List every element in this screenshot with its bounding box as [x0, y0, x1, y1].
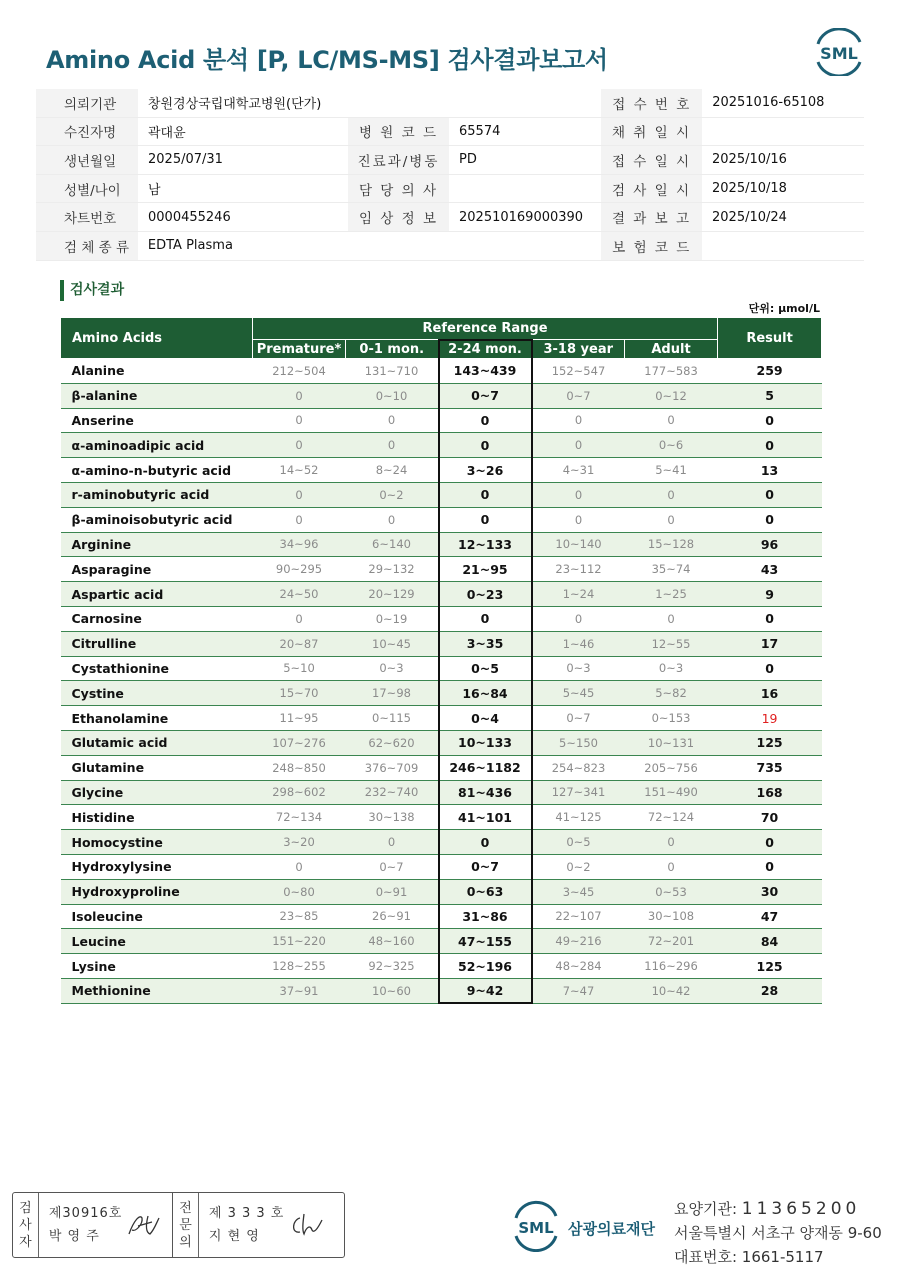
ref-2-24-mon: 31~86: [439, 904, 532, 929]
result-value: 735: [718, 755, 822, 780]
header-premature: Premature*: [253, 340, 346, 359]
header-0-1-mon: 0-1 mon.: [346, 340, 439, 359]
ref-3-18-year: 0~3: [532, 656, 625, 681]
amino-acid-name: Carnosine: [61, 606, 253, 631]
result-value: 0: [718, 606, 822, 631]
table-row: [61, 954, 822, 979]
result-value: 0: [718, 830, 822, 855]
table-row: [61, 532, 822, 557]
ref-3-18-year: 1~46: [532, 631, 625, 656]
label-collection-date: 채 취 일 시: [601, 118, 702, 146]
ref-adult: 72~201: [625, 929, 718, 954]
specialist-name: 지 현 영: [208, 1229, 260, 1244]
amino-acid-name: Glutamic acid: [61, 730, 253, 755]
ref-2-24-mon: 16~84: [439, 681, 532, 706]
ref-premature: 72~134: [253, 805, 346, 830]
header-2-24-mon: 2-24 mon.: [439, 340, 532, 359]
result-value: 16: [718, 681, 822, 706]
footer-org-name: 삼광의료재단: [568, 1220, 655, 1238]
value-sex-age: 남: [148, 183, 161, 199]
table-row: [61, 830, 822, 855]
header-reference-range: Reference Range: [253, 318, 718, 340]
label-receipt-date: 접 수 일 시: [601, 146, 702, 174]
ref-adult: 72~124: [625, 805, 718, 830]
ref-premature: 0: [253, 507, 346, 532]
ref-0-1-mon: 0: [346, 408, 439, 433]
amino-acid-name: Ethanolamine: [61, 706, 253, 731]
ref-premature: 0: [253, 482, 346, 507]
table-row: [61, 507, 822, 532]
ref-0-1-mon: 0~10: [346, 383, 439, 408]
tester-license-no: 제30916호: [48, 1206, 123, 1221]
footer-code: 11365200: [741, 1199, 861, 1219]
ref-0-1-mon: 0~2: [346, 482, 439, 507]
ref-premature: 0: [253, 408, 346, 433]
ref-2-24-mon: 0~4: [439, 706, 532, 731]
ref-2-24-mon: 0: [439, 482, 532, 507]
ref-0-1-mon: 29~132: [346, 557, 439, 582]
ref-adult: 0: [625, 830, 718, 855]
sml-footer-logo: [510, 1200, 562, 1252]
ref-0-1-mon: 30~138: [346, 805, 439, 830]
table-row: [61, 854, 822, 879]
table-row: [61, 730, 822, 755]
result-value: 0: [718, 656, 822, 681]
ref-adult: 177~583: [625, 359, 718, 384]
table-row: [61, 805, 822, 830]
ref-2-24-mon: 3~35: [439, 631, 532, 656]
ref-3-18-year: 0~7: [532, 383, 625, 408]
amino-acid-name: Alanine: [61, 359, 253, 384]
amino-acid-name: β-aminoisobutyric acid: [61, 507, 253, 532]
result-value: 0: [718, 482, 822, 507]
footer-code-label: 요양기관:: [674, 1200, 742, 1218]
ref-0-1-mon: 131~710: [346, 359, 439, 384]
amino-acid-name: Glutamine: [61, 755, 253, 780]
ref-0-1-mon: 0: [346, 507, 439, 532]
ref-premature: 34~96: [253, 532, 346, 557]
ref-2-24-mon: 0~23: [439, 582, 532, 607]
footer-info: [674, 1197, 882, 1269]
ref-2-24-mon: 0~63: [439, 879, 532, 904]
ref-0-1-mon: 0~7: [346, 854, 439, 879]
ref-adult: 0~53: [625, 879, 718, 904]
amino-acid-name: Cystathionine: [61, 656, 253, 681]
ref-3-18-year: 0: [532, 507, 625, 532]
tester-block: [39, 1193, 173, 1257]
tester-signature: [126, 1210, 162, 1240]
ref-0-1-mon: 10~45: [346, 631, 439, 656]
value-receipt-date: 2025/10/16: [712, 152, 787, 168]
ref-2-24-mon: 0: [439, 830, 532, 855]
ref-premature: 15~70: [253, 681, 346, 706]
amino-acid-name: α-amino-n-butyric acid: [61, 458, 253, 483]
table-row: [61, 978, 822, 1003]
result-value: 13: [718, 458, 822, 483]
ref-2-24-mon: 10~133: [439, 730, 532, 755]
label-doctor: 담 당 의 사: [348, 175, 449, 203]
table-row: [61, 582, 822, 607]
label-receipt-no: 접 수 번 호: [601, 89, 702, 117]
ref-adult: 0~12: [625, 383, 718, 408]
info-row: [36, 118, 864, 147]
sml-logo-text: SML: [820, 44, 858, 63]
ref-0-1-mon: 0: [346, 433, 439, 458]
sml-footer-logo-text: SML: [518, 1219, 554, 1237]
ref-0-1-mon: 17~98: [346, 681, 439, 706]
info-row: [36, 89, 864, 118]
ref-premature: 90~295: [253, 557, 346, 582]
ref-0-1-mon: 376~709: [346, 755, 439, 780]
result-value: 84: [718, 929, 822, 954]
header-adult: Adult: [625, 340, 718, 359]
ref-3-18-year: 0: [532, 482, 625, 507]
ref-2-24-mon: 0: [439, 507, 532, 532]
label-patient-name: 수진자명: [36, 118, 138, 146]
result-value: 0: [718, 408, 822, 433]
ref-3-18-year: 41~125: [532, 805, 625, 830]
ref-adult: 12~55: [625, 631, 718, 656]
table-row: [61, 433, 822, 458]
ref-2-24-mon: 3~26: [439, 458, 532, 483]
ref-3-18-year: 0~2: [532, 854, 625, 879]
result-value: 168: [718, 780, 822, 805]
specialist-signature: [288, 1210, 324, 1240]
ref-premature: 0: [253, 854, 346, 879]
value-receipt-no: 20251016-65108: [712, 95, 825, 111]
table-row: [61, 656, 822, 681]
ref-3-18-year: 0~5: [532, 830, 625, 855]
result-value: 0: [718, 854, 822, 879]
ref-premature: 3~20: [253, 830, 346, 855]
ref-0-1-mon: 6~140: [346, 532, 439, 557]
ref-2-24-mon: 0~5: [439, 656, 532, 681]
patient-info-grid: [36, 89, 864, 261]
ref-0-1-mon: 20~129: [346, 582, 439, 607]
amino-acid-name: α-aminoadipic acid: [61, 433, 253, 458]
result-value: 28: [718, 978, 822, 1003]
ref-2-24-mon: 143~439: [439, 359, 532, 384]
amino-acid-name: Arginine: [61, 532, 253, 557]
ref-3-18-year: 22~107: [532, 904, 625, 929]
ref-adult: 35~74: [625, 557, 718, 582]
ref-2-24-mon: 41~101: [439, 805, 532, 830]
ref-premature: 23~85: [253, 904, 346, 929]
amino-acid-name: Hydroxyproline: [61, 879, 253, 904]
table-row: [61, 482, 822, 507]
result-value: 9: [718, 582, 822, 607]
label-insurance-code: 보 험 코 드: [601, 232, 702, 260]
table-row: [61, 631, 822, 656]
table-row: [61, 755, 822, 780]
tester-name: 박 영 주: [48, 1229, 100, 1244]
ref-premature: 24~50: [253, 582, 346, 607]
ref-adult: 0: [625, 507, 718, 532]
ref-3-18-year: 0~7: [532, 706, 625, 731]
ref-premature: 20~87: [253, 631, 346, 656]
label-specimen-type: 검 체 종 류: [36, 232, 138, 260]
info-row: [36, 232, 864, 261]
value-chart-no: 0000455246: [148, 209, 231, 225]
ref-premature: 248~850: [253, 755, 346, 780]
table-row: [61, 408, 822, 433]
sml-logo: [810, 28, 868, 76]
result-value: 0: [718, 433, 822, 458]
ref-adult: 0~3: [625, 656, 718, 681]
result-value: 96: [718, 532, 822, 557]
info-row: [36, 146, 864, 175]
amino-acid-name: Asparagine: [61, 557, 253, 582]
ref-3-18-year: 49~216: [532, 929, 625, 954]
amino-acid-name: Histidine: [61, 805, 253, 830]
table-row: [61, 458, 822, 483]
ref-3-18-year: 4~31: [532, 458, 625, 483]
result-value: 125: [718, 954, 822, 979]
ref-3-18-year: 5~150: [532, 730, 625, 755]
footer-address: 서울특별시 서초구 양재동 9-60: [674, 1224, 882, 1242]
ref-3-18-year: 127~341: [532, 780, 625, 805]
ref-premature: 128~255: [253, 954, 346, 979]
ref-adult: 10~42: [625, 978, 718, 1003]
result-value: 0: [718, 507, 822, 532]
value-department: PD: [459, 152, 477, 168]
ref-adult: 0: [625, 482, 718, 507]
ref-0-1-mon: 48~160: [346, 929, 439, 954]
ref-adult: 116~296: [625, 954, 718, 979]
result-value: 30: [718, 879, 822, 904]
ref-2-24-mon: 0: [439, 408, 532, 433]
ref-0-1-mon: 0~19: [346, 606, 439, 631]
ref-3-18-year: 0: [532, 606, 625, 631]
amino-acid-name: Aspartic acid: [61, 582, 253, 607]
table-row: [61, 904, 822, 929]
value-report-date: 2025/10/24: [712, 209, 787, 225]
ref-2-24-mon: 47~155: [439, 929, 532, 954]
label-chart-no: 차트번호: [36, 203, 138, 231]
ref-0-1-mon: 92~325: [346, 954, 439, 979]
value-birth-date: 2025/07/31: [148, 152, 223, 168]
label-sex-age: 성별/나이: [36, 175, 138, 203]
result-value: 47: [718, 904, 822, 929]
ref-adult: 15~128: [625, 532, 718, 557]
value-requesting-org: 창원경상국립대학교병원(단가): [147, 97, 322, 113]
ref-0-1-mon: 8~24: [346, 458, 439, 483]
amino-acid-name: Leucine: [61, 929, 253, 954]
ref-adult: 5~82: [625, 681, 718, 706]
ref-adult: 0: [625, 408, 718, 433]
ref-adult: 0~6: [625, 433, 718, 458]
value-clinical-info: 202510169000390: [459, 209, 584, 225]
ref-3-18-year: 7~47: [532, 978, 625, 1003]
unit-label: 단위: μmol/L: [748, 302, 820, 315]
amino-acid-name: Cystine: [61, 681, 253, 706]
label-hospital-code: 병 원 코 드: [348, 118, 449, 146]
ref-premature: 37~91: [253, 978, 346, 1003]
ref-adult: 0: [625, 854, 718, 879]
info-row: [36, 203, 864, 232]
ref-adult: 0: [625, 606, 718, 631]
ref-premature: 298~602: [253, 780, 346, 805]
section-title: 검사결과: [60, 280, 124, 301]
ref-2-24-mon: 52~196: [439, 954, 532, 979]
label-report-date: 결 과 보 고: [601, 203, 702, 231]
ref-3-18-year: 152~547: [532, 359, 625, 384]
result-value: 125: [718, 730, 822, 755]
ref-2-24-mon: 0~7: [439, 383, 532, 408]
ref-premature: 0~80: [253, 879, 346, 904]
ref-2-24-mon: 12~133: [439, 532, 532, 557]
table-row: [61, 606, 822, 631]
ref-premature: 212~504: [253, 359, 346, 384]
ref-3-18-year: 254~823: [532, 755, 625, 780]
ref-0-1-mon: 0~91: [346, 879, 439, 904]
value-test-date: 2025/10/18: [712, 181, 787, 197]
ref-2-24-mon: 0: [439, 606, 532, 631]
result-value: 259: [718, 359, 822, 384]
value-insurance-code: [702, 232, 864, 260]
amino-acid-name: Hydroxylysine: [61, 854, 253, 879]
table-row: [61, 681, 822, 706]
ref-premature: 11~95: [253, 706, 346, 731]
specialist-label: 전 문 의: [173, 1193, 199, 1257]
label-birth-date: 생년월일: [36, 146, 138, 174]
ref-3-18-year: 0: [532, 408, 625, 433]
table-row: [61, 929, 822, 954]
result-value: 43: [718, 557, 822, 582]
header-amino-acids: Amino Acids: [61, 318, 253, 359]
amino-acid-name: Homocystine: [61, 830, 253, 855]
signature-stamp: [12, 1192, 345, 1258]
results-table: [60, 317, 822, 1004]
ref-2-24-mon: 81~436: [439, 780, 532, 805]
ref-2-24-mon: 246~1182: [439, 755, 532, 780]
ref-premature: 5~10: [253, 656, 346, 681]
ref-3-18-year: 48~284: [532, 954, 625, 979]
header-3-18-year: 3-18 year: [532, 340, 625, 359]
report-title: Amino Acid 분석 [P, LC/MS-MS] 검사결과보고서: [46, 46, 608, 74]
result-value: 70: [718, 805, 822, 830]
table-row: [61, 557, 822, 582]
ref-0-1-mon: 0: [346, 830, 439, 855]
amino-acid-name: Glycine: [61, 780, 253, 805]
amino-acid-name: Anserine: [61, 408, 253, 433]
ref-adult: 151~490: [625, 780, 718, 805]
ref-3-18-year: 5~45: [532, 681, 625, 706]
info-row: [36, 175, 864, 204]
ref-3-18-year: 3~45: [532, 879, 625, 904]
specialist-block: [199, 1193, 344, 1257]
result-value: 5: [718, 383, 822, 408]
ref-0-1-mon: 62~620: [346, 730, 439, 755]
ref-premature: 151~220: [253, 929, 346, 954]
table-row: [61, 383, 822, 408]
value-collection-date: [702, 118, 864, 146]
ref-0-1-mon: 0~3: [346, 656, 439, 681]
amino-acid-name: Isoleucine: [61, 904, 253, 929]
amino-acid-name: β-alanine: [61, 383, 253, 408]
table-row: [61, 780, 822, 805]
footer-phone: 대표번호: 1661-5117: [674, 1248, 824, 1266]
ref-premature: 0: [253, 383, 346, 408]
label-test-date: 검 사 일 시: [601, 175, 702, 203]
ref-3-18-year: 23~112: [532, 557, 625, 582]
ref-0-1-mon: 10~60: [346, 978, 439, 1003]
amino-acid-name: Methionine: [61, 978, 253, 1003]
result-value: 19: [718, 706, 822, 731]
ref-0-1-mon: 26~91: [346, 904, 439, 929]
ref-0-1-mon: 232~740: [346, 780, 439, 805]
value-hospital-code: 65574: [459, 123, 501, 139]
specialist-license-no: 제 3 3 3 호: [208, 1206, 285, 1221]
ref-adult: 1~25: [625, 582, 718, 607]
ref-adult: 30~108: [625, 904, 718, 929]
ref-2-24-mon: 0: [439, 433, 532, 458]
ref-adult: 10~131: [625, 730, 718, 755]
ref-2-24-mon: 21~95: [439, 557, 532, 582]
ref-premature: 0: [253, 433, 346, 458]
ref-premature: 14~52: [253, 458, 346, 483]
ref-3-18-year: 10~140: [532, 532, 625, 557]
label-department: 진료과/병동: [348, 146, 449, 174]
table-row: [61, 706, 822, 731]
label-requesting-org: 의뢰기관: [36, 89, 138, 117]
ref-0-1-mon: 0~115: [346, 706, 439, 731]
ref-adult: 205~756: [625, 755, 718, 780]
value-doctor: [449, 175, 601, 203]
value-patient-name: 곽대윤: [148, 125, 186, 141]
amino-acid-name: Citrulline: [61, 631, 253, 656]
ref-premature: 107~276: [253, 730, 346, 755]
ref-premature: 0: [253, 606, 346, 631]
ref-3-18-year: 1~24: [532, 582, 625, 607]
value-specimen-type: EDTA Plasma: [147, 238, 233, 254]
tester-label: 검 사 자: [13, 1193, 39, 1257]
table-row: [61, 359, 822, 384]
ref-2-24-mon: 0~7: [439, 854, 532, 879]
result-value: 17: [718, 631, 822, 656]
ref-adult: 0~153: [625, 706, 718, 731]
table-row: [61, 879, 822, 904]
label-clinical-info: 임 상 정 보: [348, 203, 449, 231]
ref-3-18-year: 0: [532, 433, 625, 458]
ref-adult: 5~41: [625, 458, 718, 483]
amino-acid-name: r-aminobutyric acid: [61, 482, 253, 507]
header-result: Result: [718, 318, 822, 359]
amino-acid-name: Lysine: [61, 954, 253, 979]
ref-2-24-mon: 9~42: [439, 978, 532, 1003]
